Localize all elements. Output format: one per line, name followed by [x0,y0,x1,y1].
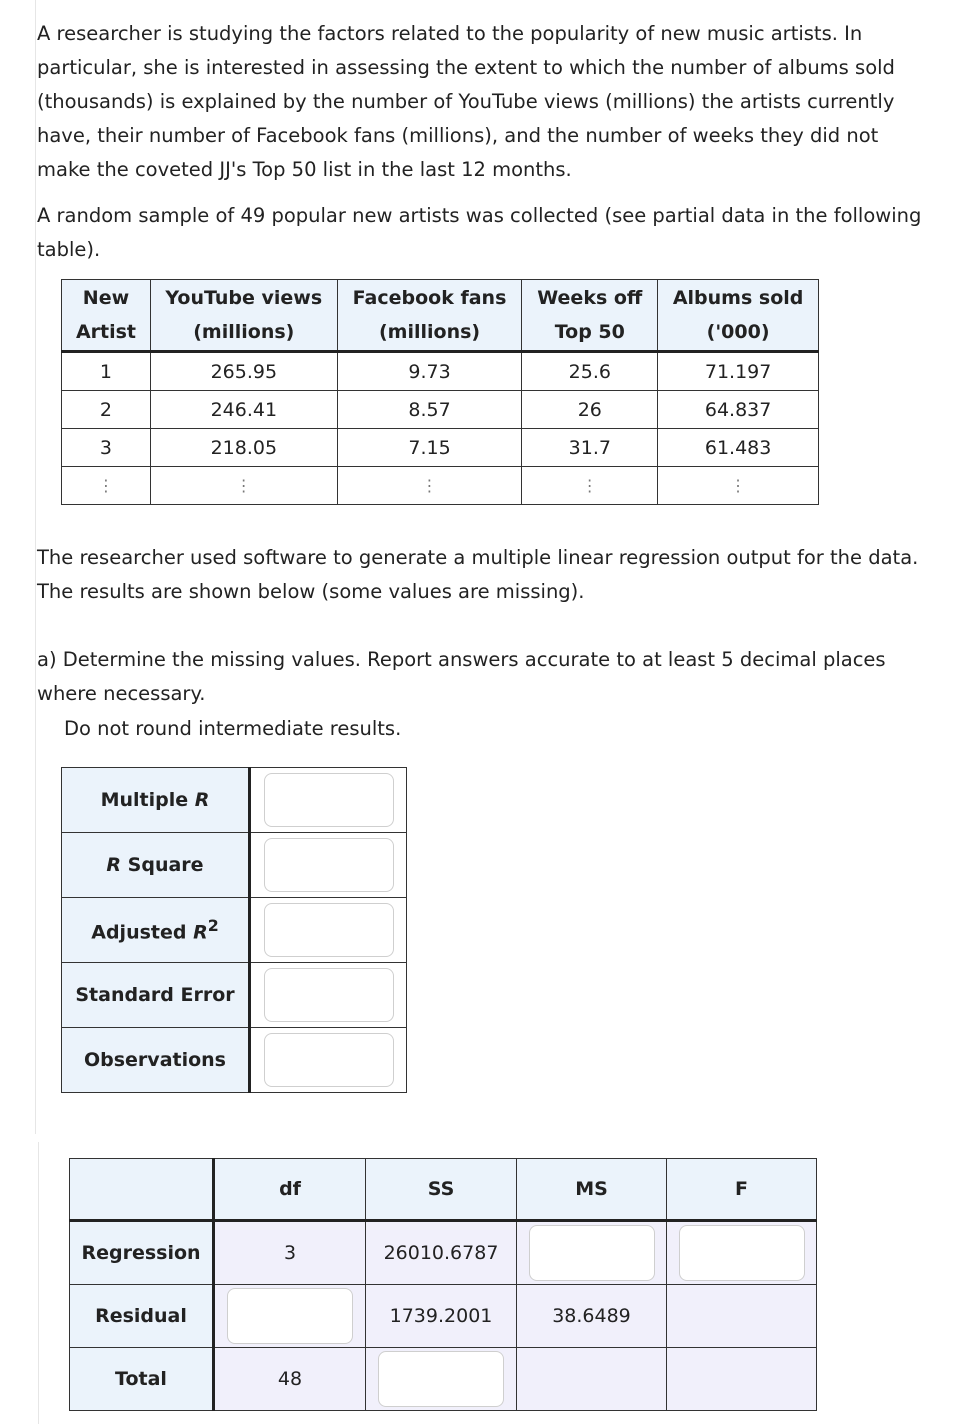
table-row-ellipsis: ⋮ ⋮ ⋮ ⋮ ⋮ [62,467,819,505]
content-border-left [35,0,36,1134]
standard-error-input[interactable] [264,968,394,1022]
table-row: 2 246.41 8.57 26 64.837 [62,391,819,429]
total-ss-input[interactable] [378,1351,504,1407]
content-border-left-lower [38,1142,39,1424]
observations-label: Observations [62,1028,250,1093]
question-a-note: Do not round intermediate results. [64,717,402,740]
question-a-text: a) Determine the missing values. Report answers accurate to at least 5 decimal places where necessary. [37,648,886,705]
total-df: 48 [214,1348,366,1411]
regression-statistics-table [61,767,407,1093]
anova-row-total [70,1348,817,1411]
anova-header-f: F [667,1159,817,1221]
r-square-input[interactable] [264,838,394,892]
regression-ms-input[interactable] [529,1225,655,1281]
residual-label: Residual [70,1285,214,1348]
total-ms-empty [517,1348,667,1411]
header-new-artist: New Artist [62,280,151,352]
r-square-label: R Square [62,833,250,898]
anova-header-df: df [214,1159,366,1221]
standard-error-label: Standard Error [62,963,250,1028]
residual-ss: 1739.2001 [366,1285,517,1348]
total-label: Total [70,1348,214,1411]
regression-label: Regression [70,1221,214,1285]
sample-data-table [61,279,819,505]
intro-paragraph-1: A researcher is studying the factors related to the popularity of new music artists. In particular, she is interested in assessing the extent to which the number of albums sold (thousands) is explained by the number of YouTube views (millions) the artists currently have, their number of Facebook fans (millions), and the number of weeks they did not make the coveted JJ's Top 50 list in the last 12 months. [37,22,895,181]
residual-f-empty [667,1285,817,1348]
anova-row-residual [70,1285,817,1348]
regression-f-input[interactable] [679,1225,805,1281]
anova-header-ss: SS [366,1159,517,1221]
observations-input[interactable] [264,1033,394,1087]
regression-df: 3 [214,1221,366,1285]
intro-paragraph-2: A random sample of 49 popular new artists was collected (see partial data in the following table). [37,204,922,261]
header-albums-sold: Albums sold ('000) [658,280,819,352]
header-weeks-off: Weeks off Top 50 [522,280,658,352]
multiple-r-input[interactable] [264,773,394,827]
software-output-paragraph: The researcher used software to generate a multiple linear regression output for the data. The results are shown below (some values are missing). [37,546,919,603]
header-facebook-fans: Facebook fans (millions) [337,280,522,352]
adjusted-r2-label: Adjusted $R^2$ [62,898,250,963]
header-youtube-views: YouTube views (millions) [150,280,337,352]
anova-header-ms: MS [517,1159,667,1221]
anova-row-regression [70,1221,817,1285]
multiple-r-label: Multiple R [62,768,250,833]
residual-df-input[interactable] [227,1288,353,1344]
total-f-empty [667,1348,817,1411]
anova-header-blank [70,1159,214,1221]
table-row: 1 265.95 9.73 25.6 71.197 [62,352,819,391]
table-row: 3 218.05 7.15 31.7 61.483 [62,429,819,467]
regression-ss: 26010.6787 [366,1221,517,1285]
residual-ms: 38.6489 [517,1285,667,1348]
adjusted-r2-input[interactable] [264,903,394,957]
anova-table [69,1158,817,1411]
